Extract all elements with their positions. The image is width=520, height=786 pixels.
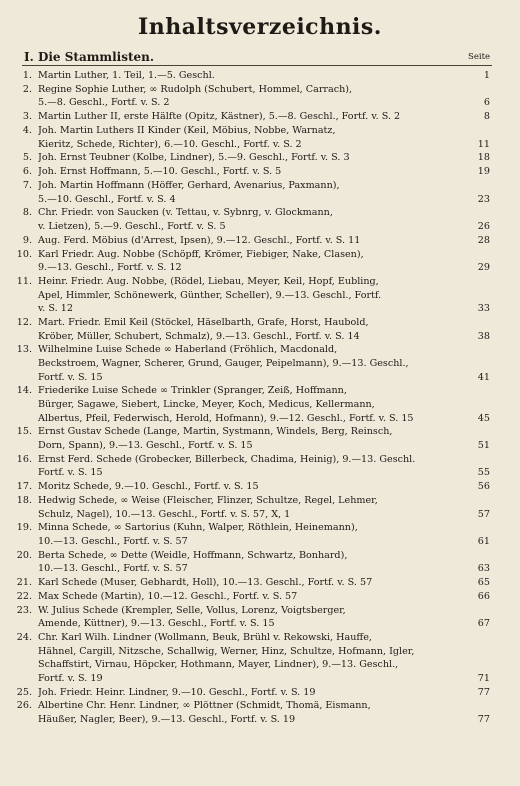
entry-page-number: 55 xyxy=(477,467,490,479)
entry-text xyxy=(38,248,464,275)
entry-number: 5. xyxy=(22,152,32,164)
entry-line: Beckstroem, Wagner, Scherer, Grund, Gauger, Peipelmann), 9.—13. Geschl., xyxy=(38,357,409,369)
entry-line: Kröber, Müller, Schubert, Schmalz), 9.—13. Geschl., Fortf. v. S. 14 xyxy=(38,330,360,342)
toc-entry xyxy=(0,384,520,425)
entry-page-number: 19 xyxy=(477,166,490,178)
entry-line: Joh. Martin Hoffmann (Höffer, Gerhard, Avenarius, Paxmann), xyxy=(38,179,340,191)
entry-line: 10.—13. Geschl., Fortf. v. S. 57 xyxy=(38,563,188,575)
toc-entry xyxy=(0,165,520,179)
entry-text xyxy=(38,206,464,233)
entry-page-number: 51 xyxy=(477,439,490,451)
entry-page-number: 8 xyxy=(483,111,490,123)
entry-number: 25. xyxy=(16,686,32,698)
entry-text xyxy=(38,83,464,110)
entry-text xyxy=(38,234,464,248)
entry-page-number: 33 xyxy=(477,303,490,315)
entry-page-number: 18 xyxy=(477,152,490,164)
toc-entries xyxy=(0,69,520,727)
entry-number: 3. xyxy=(22,111,32,123)
entry-page-number: 56 xyxy=(477,481,490,493)
entry-number: 6. xyxy=(22,166,32,178)
toc-entry xyxy=(0,494,520,521)
entry-number: 24. xyxy=(16,632,32,644)
toc-entry xyxy=(0,83,520,110)
entry-line: Fortf. v. S. 15 xyxy=(38,371,103,383)
entry-text xyxy=(38,631,464,685)
entry-number: 4. xyxy=(22,124,32,136)
entry-number: 18. xyxy=(16,494,32,506)
entry-page-number: 57 xyxy=(477,508,490,520)
entry-number: 13. xyxy=(16,344,32,356)
entry-number: 12. xyxy=(16,316,32,328)
entry-line: Ernst Ferd. Schede (Grobecker, Billerbeck, Chadima, Heinig), 9.—13. Geschl. xyxy=(38,453,416,465)
entry-line: Hedwig Schede, ∞ Weise (Fleischer, Flinzer, Schultze, Regel, Lehmer, xyxy=(38,494,378,506)
entry-line: Schaffstirt, Virnau, Höpcker, Hothmann, Mayer, Lindner), 9.—13. Geschl., xyxy=(38,659,399,671)
entry-line: Mart. Friedr. Emil Keil (Stöckel, Häselbarth, Grafe, Horst, Haubold, xyxy=(38,316,369,328)
entry-line: Wilhelmine Luise Schede ∞ Haberland (Fröhlich, Macdonald, xyxy=(38,344,338,356)
toc-entry xyxy=(0,124,520,151)
entry-number: 14. xyxy=(16,385,32,397)
toc-entry xyxy=(0,631,520,686)
entry-text xyxy=(38,151,464,165)
toc-entry xyxy=(0,453,520,480)
entry-line: Martin Luther II, erste Hälfte (Opitz, Kästner), 5.—8. Geschl., Fortf. v. S. 2 xyxy=(38,111,401,123)
entry-line: Bürger, Sagawe, Siebert, Lincke, Meyer, Koch, Medicus, Kellermann, xyxy=(38,398,375,410)
entry-line: Schulz, Nagel), 10.—13. Geschl., Fortf. v. S. 57, X, 1 xyxy=(38,508,291,520)
entry-number: 16. xyxy=(16,453,32,465)
entry-line: Fortf. v. S. 15 xyxy=(38,467,103,479)
entry-page-number: 61 xyxy=(477,535,490,547)
entry-line: Karl Friedr. Aug. Nobbe (Schöpff, Krömer, Fiebiger, Nake, Clasen), xyxy=(38,248,364,260)
entry-text xyxy=(38,453,464,480)
entry-line: 10.—13. Geschl., Fortf. v. S. 57 xyxy=(38,535,188,547)
entry-text xyxy=(38,590,464,604)
toc-entry xyxy=(0,151,520,165)
entry-number: 7. xyxy=(22,179,32,191)
entry-page-number: 11 xyxy=(477,138,490,150)
entry-text xyxy=(38,384,464,425)
entry-page-number: 77 xyxy=(477,714,490,726)
entry-number: 8. xyxy=(22,207,32,219)
heading-rule xyxy=(22,65,492,66)
entry-page-number: 45 xyxy=(477,412,490,424)
entry-number: 26. xyxy=(16,700,32,712)
entry-page-number: 77 xyxy=(477,686,490,698)
entry-line: Amende, Küttner), 9.—13. Geschl., Fortf. v. S. 15 xyxy=(38,618,275,630)
toc-entry xyxy=(0,425,520,452)
entry-number: 20. xyxy=(16,549,32,561)
entry-page-number: 29 xyxy=(477,262,490,274)
entry-page-number: 67 xyxy=(477,618,490,630)
entry-text xyxy=(38,110,464,124)
entry-line: Friederike Luise Schede ∞ Trinkler (Spranger, Zeiß, Hoffmann, xyxy=(38,385,347,397)
page-column-label: Seite xyxy=(468,52,491,62)
toc-entry xyxy=(0,275,520,316)
entry-text xyxy=(38,686,464,700)
toc-entry xyxy=(0,234,520,248)
entry-line: v. S. 12 xyxy=(38,303,73,315)
toc-entry xyxy=(0,590,520,604)
entry-number: 9. xyxy=(22,234,32,246)
toc-entry xyxy=(0,343,520,384)
toc-entry xyxy=(0,206,520,233)
entry-line: Minna Schede, ∞ Sartorius (Kuhn, Walper, Röthlein, Heinemann), xyxy=(38,522,358,534)
entry-text xyxy=(38,69,464,83)
entry-line: Aug. Ferd. Möbius (d'Arrest, Ipsen), 9.—12. Geschl., Fortf. v. S. 11 xyxy=(38,234,361,246)
entry-number: 2. xyxy=(22,83,32,95)
entry-page-number: 65 xyxy=(477,577,490,589)
entry-number: 23. xyxy=(16,604,32,616)
toc-entry xyxy=(0,699,520,726)
entry-text xyxy=(38,480,464,494)
entry-text xyxy=(38,165,464,179)
toc-entry xyxy=(0,179,520,206)
toc-entry xyxy=(0,521,520,548)
toc-entry xyxy=(0,549,520,576)
entry-line: Dorn, Spann), 9.—13. Geschl., Fortf. v. S. 15 xyxy=(38,439,253,451)
entry-line: Joh. Martin Luthers II Kinder (Keil, Möbius, Nobbe, Warnatz, xyxy=(38,124,336,136)
entry-number: 10. xyxy=(16,248,32,260)
toc-entry xyxy=(0,248,520,275)
entry-line: Ernst Gustav Schede (Lange, Martin, Systmann, Windels, Berg, Reinsch, xyxy=(38,426,393,438)
entry-page-number: 26 xyxy=(477,220,490,232)
entry-line: Kieritz, Schede, Richter), 6.—10. Geschl., Fortf. v. S. 2 xyxy=(38,138,302,150)
entry-page-number: 6 xyxy=(483,97,490,109)
entry-number: 22. xyxy=(16,590,32,602)
entry-text xyxy=(38,699,464,726)
toc-entry xyxy=(0,604,520,631)
entry-line: Martin Luther, 1. Teil, 1.—5. Geschl. xyxy=(38,70,215,81)
entry-page-number: 41 xyxy=(477,371,490,383)
entry-line: Joh. Ernst Teubner (Kolbe, Lindner), 5.—9. Geschl., Fortf. v. S. 3 xyxy=(38,152,350,164)
entry-page-number: 23 xyxy=(477,193,490,205)
entry-line: 9.—13. Geschl., Fortf. v. S. 12 xyxy=(38,262,182,274)
entry-text xyxy=(38,549,464,576)
section-heading: I. Die Stammlisten. xyxy=(24,50,155,64)
page-title: Inhaltsverzeichnis. xyxy=(138,14,382,40)
entry-line: Heinr. Friedr. Aug. Nobbe, (Rödel, Liebau, Meyer, Keil, Hopf, Eubling, xyxy=(38,275,379,287)
entry-line: Häußer, Nagler, Beer), 9.—13. Geschl., Fortf. v. S. 19 xyxy=(38,714,296,726)
entry-line: 5.—10. Geschl., Fortf. v. S. 4 xyxy=(38,193,176,205)
toc-entry xyxy=(0,316,520,343)
entry-page-number: 63 xyxy=(477,563,490,575)
entry-page-number: 66 xyxy=(477,590,490,602)
toc-entry xyxy=(0,110,520,124)
entry-line: Max Schede (Martin), 10.—12. Geschl., Fortf. v. S. 57 xyxy=(38,590,298,602)
entry-line: Karl Schede (Muser, Gebhardt, Holl), 10.—13. Geschl., Fortf. v. S. 57 xyxy=(38,577,373,589)
entry-text xyxy=(38,275,464,316)
entry-line: Regine Sophie Luther, ∞ Rudolph (Schubert, Hommel, Carrach), xyxy=(38,83,353,95)
entry-line: Joh. Ernst Hoffmann, 5.—10. Geschl., Fortf. v. S. 5 xyxy=(38,166,282,178)
entry-line: Chr. Karl Wilh. Lindner (Wollmann, Beuk, Brühl v. Rekowski, Hauffe, xyxy=(38,632,372,644)
entry-page-number: 71 xyxy=(477,672,490,684)
entry-line: Joh. Friedr. Heinr. Lindner, 9.—10. Geschl., Fortf. v. S. 19 xyxy=(38,686,316,698)
entry-text xyxy=(38,576,464,590)
entry-line: W. Julius Schede (Krempler, Selle, Vollus, Lorenz, Voigtsberger, xyxy=(38,604,346,616)
entry-number: 15. xyxy=(16,426,32,438)
entry-line: Apel, Himmler, Schönewerk, Günther, Scheller), 9.—13. Geschl., Fortf. xyxy=(38,289,382,301)
entry-text xyxy=(38,179,464,206)
entry-line: Moritz Schede, 9.—10. Geschl., Fortf. v. S. 15 xyxy=(38,481,259,493)
entry-number: 21. xyxy=(16,577,32,589)
entry-line: Fortf. v. S. 19 xyxy=(38,672,103,684)
entry-text xyxy=(38,604,464,631)
entry-line: Hähnel, Cargill, Nitzsche, Schallwig, Werner, Hinz, Schultze, Hofmann, Igler, xyxy=(38,645,415,657)
entry-line: Albertus, Pfeil, Federwisch, Herold, Hofmann), 9.—12. Geschl., Fortf. v. S. 15 xyxy=(38,412,414,424)
entry-text xyxy=(38,343,464,384)
toc-entry xyxy=(0,576,520,590)
entry-text xyxy=(38,425,464,452)
entry-line: Berta Schede, ∞ Dette (Weidle, Hoffmann, Schwartz, Bonhard), xyxy=(38,549,348,561)
entry-number: 19. xyxy=(16,522,32,534)
entry-line: Albertine Chr. Henr. Lindner, ∞ Plöttner (Schmidt, Thomä, Eismann, xyxy=(38,700,371,712)
entry-number: 11. xyxy=(16,275,32,287)
toc-entry xyxy=(0,686,520,700)
entry-text xyxy=(38,521,464,548)
entry-line: v. Lietzen), 5.—9. Geschl., Fortf. v. S. 5 xyxy=(38,220,226,232)
entry-page-number: 28 xyxy=(477,234,490,246)
toc-entry xyxy=(0,69,520,83)
entry-line: 5.—8. Geschl., Fortf. v. S. 2 xyxy=(38,97,170,109)
entry-number: 17. xyxy=(16,481,32,493)
entry-text xyxy=(38,316,464,343)
entry-text xyxy=(38,124,464,151)
entry-page-number: 38 xyxy=(477,330,490,342)
entry-number: 1. xyxy=(22,70,32,81)
entry-text xyxy=(38,494,464,521)
entry-page-number: 1 xyxy=(483,70,490,81)
entry-line: Chr. Friedr. von Saucken (v. Tettau, v. Sybnrg, v. Glockmann, xyxy=(38,207,333,219)
toc-entry xyxy=(0,480,520,494)
